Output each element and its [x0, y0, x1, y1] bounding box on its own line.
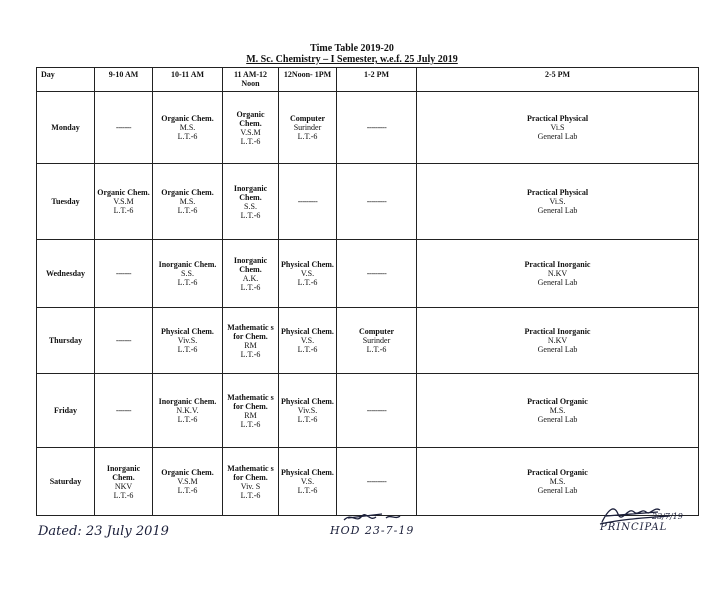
timetable	[36, 67, 699, 516]
subject-label: Computer	[289, 114, 326, 123]
timetable-cell	[153, 164, 223, 240]
detail-line: Vi.S.	[549, 197, 566, 206]
subject-label: Organic Chem.	[161, 188, 214, 197]
timetable-cell	[153, 240, 223, 308]
detail-line: Viv.S.	[177, 336, 198, 345]
day-cell: Friday	[37, 374, 95, 448]
timetable-cell	[153, 374, 223, 448]
empty-slot-marker: -------	[115, 269, 132, 278]
timetable-cell	[153, 308, 223, 374]
table-row	[37, 240, 699, 308]
timetable-cell	[223, 240, 279, 308]
timetable-cell	[223, 164, 279, 240]
detail-line: N.K.V.	[176, 406, 199, 415]
detail-line: V.S.	[300, 336, 315, 345]
principal-label: PRINCIPAL	[600, 522, 668, 533]
detail-line: L.T.-6	[297, 132, 318, 141]
hod-label: HOD 23-7-19	[330, 524, 415, 537]
timetable-cell	[417, 92, 699, 164]
column-header-day: Day	[37, 68, 95, 92]
detail-line: L.T.-6	[240, 419, 261, 429]
timetable-cell	[95, 374, 153, 448]
detail-line: Viv. S	[240, 481, 261, 491]
subject-label: Mathematic s for Chem.	[227, 463, 274, 482]
subject-label: Organic Chem.	[161, 468, 214, 477]
subject-label: Computer	[358, 327, 395, 336]
detail-line: L.T.-6	[177, 278, 198, 287]
detail-line: L.T.-6	[240, 282, 261, 292]
column-header-slot: 10-11 AM	[153, 68, 223, 92]
timetable-cell	[337, 240, 417, 308]
detail-line: V.S.M	[240, 127, 261, 137]
detail-line: General Lab	[537, 278, 578, 287]
detail-line: L.T.-6	[366, 345, 387, 354]
timetable-cell	[337, 374, 417, 448]
timetable-cell	[337, 164, 417, 240]
detail-line: L.T.-6	[240, 136, 261, 146]
timetable-cell	[417, 308, 699, 374]
table-row	[37, 374, 699, 448]
empty-slot-marker: ---------	[366, 269, 387, 278]
detail-line: L.T.-6	[113, 490, 134, 500]
dated-note: Dated: 23 July 2019	[38, 524, 169, 539]
detail-line: RM	[244, 410, 257, 420]
detail-line: General Lab	[537, 345, 578, 354]
timetable-cell	[417, 164, 699, 240]
subject-label: Inorganic Chem.	[233, 255, 268, 274]
detail-line: L.T.-6	[240, 349, 261, 359]
empty-slot-marker: ---------	[297, 197, 318, 206]
detail-line: L.T.-6	[240, 210, 261, 220]
detail-line: General Lab	[537, 206, 578, 215]
timetable-cell	[153, 92, 223, 164]
timetable-cell	[95, 164, 153, 240]
column-header-slot: 11 AM-12 Noon	[223, 68, 279, 92]
subject-label: Practical Organic	[527, 468, 588, 477]
empty-slot-marker: ---------	[366, 197, 387, 206]
empty-slot-marker: ---------	[366, 477, 387, 486]
detail-line: Surinder	[293, 123, 322, 132]
detail-line: NKV	[114, 481, 133, 491]
detail-line: M.S.	[549, 406, 566, 415]
subject-label: Inorganic Chem.	[158, 260, 217, 269]
empty-slot-marker: ---------	[366, 123, 387, 132]
empty-slot-marker: -------	[115, 336, 132, 345]
day-cell: Wednesday	[37, 240, 95, 308]
subject-label: Practical Inorganic	[524, 327, 591, 336]
timetable-title: Time Table 2019-20	[310, 43, 394, 54]
timetable-cell	[279, 374, 337, 448]
timetable-cell	[95, 308, 153, 374]
table-row	[37, 164, 699, 240]
timetable-subtitle: M. Sc. Chemistry – I Semester, w.e.f. 25 July 2019	[246, 54, 458, 65]
detail-line: L.T.-6	[297, 415, 318, 424]
detail-line: V.S.M	[113, 197, 134, 206]
detail-line: V.S.	[300, 269, 315, 278]
timetable-cell	[337, 92, 417, 164]
detail-line: A.K.	[242, 273, 259, 283]
timetable-cell	[223, 374, 279, 448]
subject-label: Physical Chem.	[281, 468, 334, 477]
detail-line: General Lab	[537, 486, 578, 495]
detail-line: RM	[244, 340, 257, 350]
timetable-cell	[279, 164, 337, 240]
timetable-cell	[279, 448, 337, 516]
detail-line: Viv.S.	[297, 406, 318, 415]
detail-line: L.T.-6	[177, 132, 198, 141]
timetable-cell	[223, 308, 279, 374]
detail-line: L.T.-6	[297, 486, 318, 495]
subject-label: Practical Physical	[526, 188, 589, 197]
detail-line: General Lab	[537, 415, 578, 424]
empty-slot-marker: ---------	[366, 406, 387, 415]
header-row	[37, 68, 699, 92]
detail-line: L.T.-6	[240, 490, 261, 500]
detail-line: L.T.-6	[297, 278, 318, 287]
subject-label: Organic Chem.	[97, 188, 150, 197]
detail-line: S.S.	[181, 269, 194, 278]
column-header-slot: 2-5 PM	[417, 68, 699, 92]
table-row	[37, 92, 699, 164]
subject-label: Practical Inorganic	[524, 260, 591, 269]
subject-label: Inorganic Chem.	[106, 463, 141, 482]
subject-label: Inorganic Chem.	[158, 397, 217, 406]
timetable-cell	[279, 92, 337, 164]
timetable-cell	[223, 448, 279, 516]
day-cell: Thursday	[37, 308, 95, 374]
detail-line: L.T.-6	[177, 415, 198, 424]
timetable-cell	[417, 374, 699, 448]
timetable-cell	[223, 92, 279, 164]
subject-label: Physical Chem.	[161, 327, 214, 336]
detail-line: Vi.S	[550, 123, 565, 132]
detail-line: L.T.-6	[113, 206, 134, 215]
detail-line: M.S.	[179, 123, 196, 132]
table-row	[37, 308, 699, 374]
subject-label: Mathematic s for Chem.	[227, 392, 274, 411]
day-cell: Tuesday	[37, 164, 95, 240]
day-cell: Saturday	[37, 448, 95, 516]
timetable-cell	[337, 308, 417, 374]
detail-line: L.T.-6	[297, 345, 318, 354]
principal-date: 23/7/19	[652, 512, 683, 521]
empty-slot-marker: -------	[115, 123, 132, 132]
subject-label: Physical Chem.	[281, 327, 334, 336]
timetable-cell	[153, 448, 223, 516]
subject-label: Mathematic s for Chem.	[227, 322, 274, 341]
empty-slot-marker: -------	[115, 406, 132, 415]
subject-label: Practical Organic	[527, 397, 588, 406]
detail-line: L.T.-6	[177, 345, 198, 354]
detail-line: L.T.-6	[177, 206, 198, 215]
detail-line: V.S.	[300, 477, 315, 486]
day-cell: Monday	[37, 92, 95, 164]
timetable-cell	[417, 240, 699, 308]
subject-label: Organic Chem.	[236, 109, 265, 128]
subject-label: Physical Chem.	[281, 260, 334, 269]
subject-label: Inorganic Chem.	[233, 183, 268, 202]
detail-line: V.S.M	[177, 477, 198, 486]
subject-label: Physical Chem.	[281, 397, 334, 406]
column-header-slot: 1-2 PM	[337, 68, 417, 92]
detail-line: N.KV	[547, 336, 568, 345]
detail-line: L.T.-6	[177, 486, 198, 495]
detail-line: General Lab	[537, 132, 578, 141]
detail-line: M.S.	[179, 197, 196, 206]
timetable-cell	[95, 92, 153, 164]
timetable-cell	[337, 448, 417, 516]
subject-label: Organic Chem.	[161, 114, 214, 123]
detail-line: S.S.	[244, 201, 257, 211]
timetable-cell	[95, 448, 153, 516]
timetable-cell	[279, 308, 337, 374]
timetable-cell	[95, 240, 153, 308]
subject-label: Practical Physical	[526, 114, 589, 123]
detail-line: M.S.	[549, 477, 566, 486]
timetable-cell	[279, 240, 337, 308]
column-header-slot: 12Noon- 1PM	[279, 68, 337, 92]
column-header-slot: 9-10 AM	[95, 68, 153, 92]
detail-line: Surinder	[362, 336, 391, 345]
detail-line: N.KV	[547, 269, 568, 278]
